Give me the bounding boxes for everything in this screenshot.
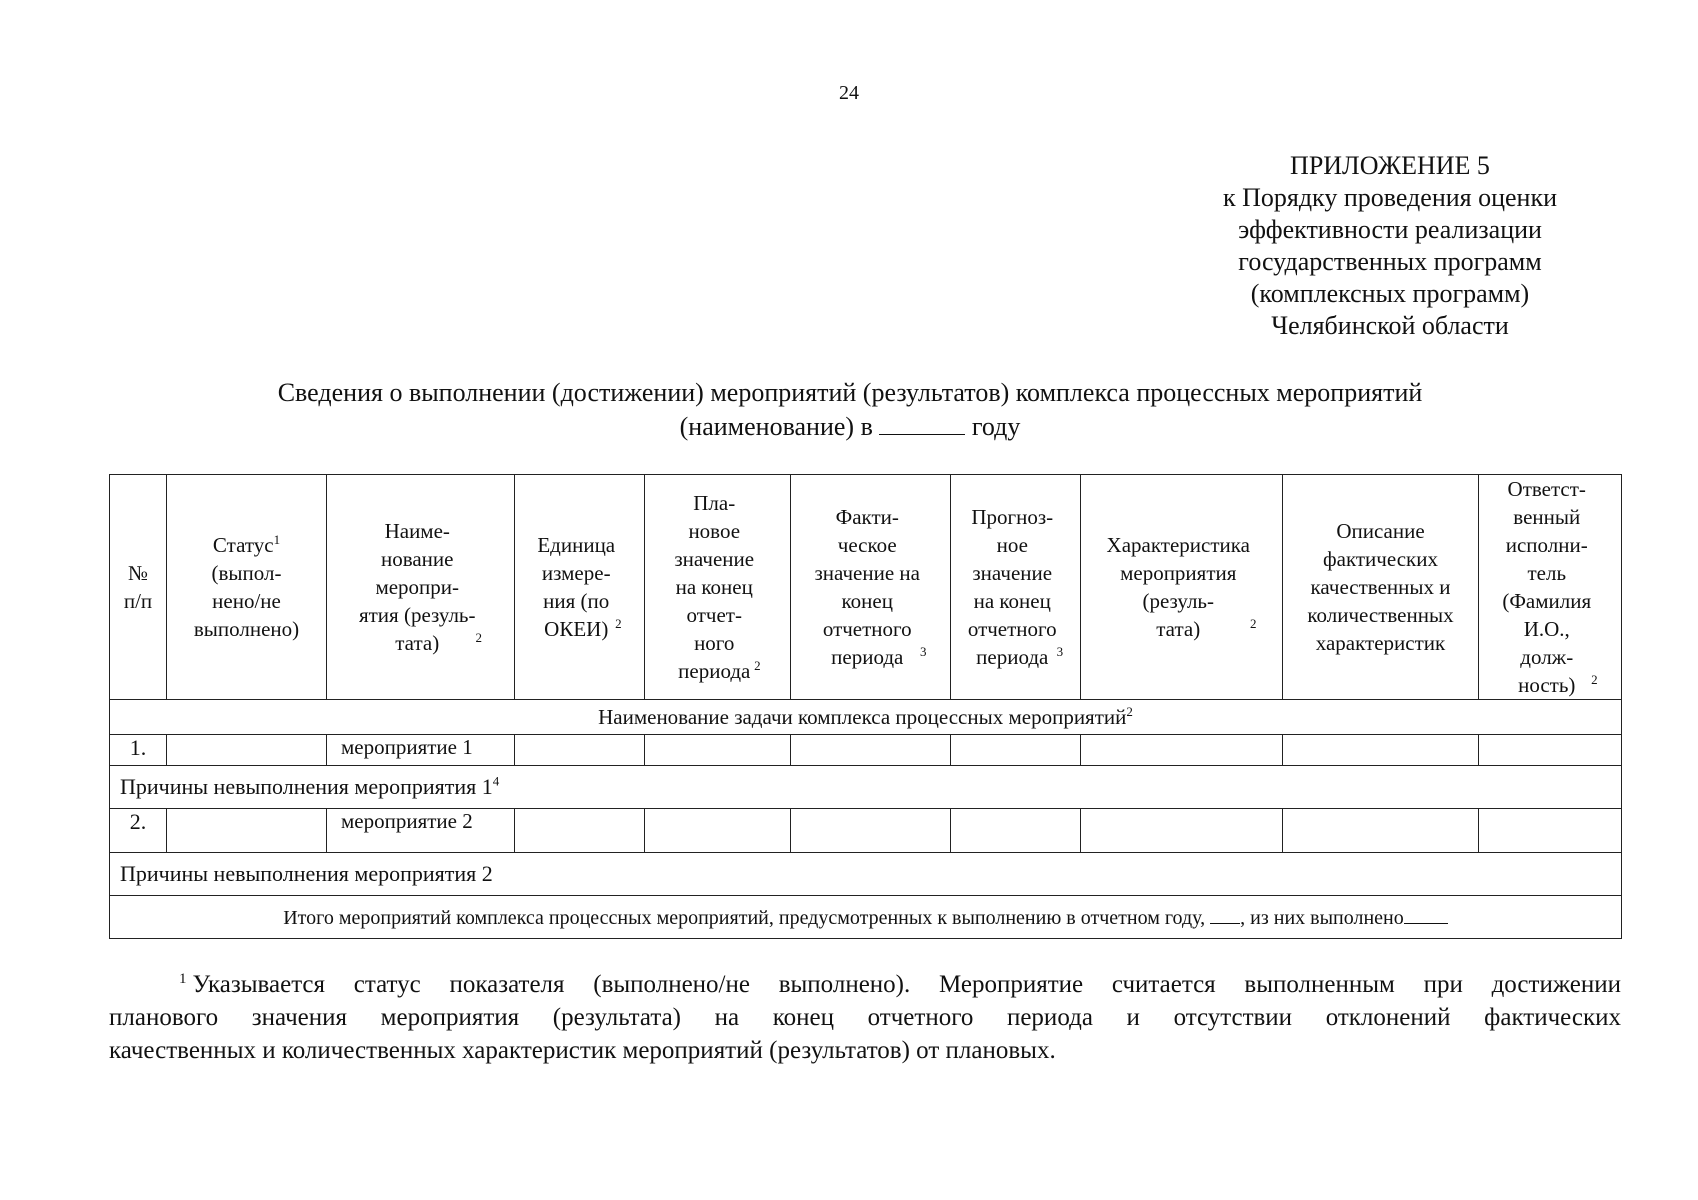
footnote	[109, 968, 1621, 1067]
row-number: 2.	[110, 809, 167, 853]
unit-cell[interactable]	[515, 809, 645, 853]
total-text: Итого мероприятий комплекса процессных мероприятий, предусмотренных к выполнению в отчетном году,	[283, 906, 1206, 929]
appendix-line: (комплексных программ)	[1250, 279, 1530, 308]
unit-cell[interactable]	[515, 735, 645, 766]
forecast-cell[interactable]	[951, 735, 1081, 766]
footnote-line-2: планового значения мероприятия (результата) на конец отчетного периода и отсутствии отклонений фактических	[109, 1004, 1621, 1031]
footnote-line-3: качественных и количественных характеристик мероприятий (результатов) от плановых.	[109, 1037, 1056, 1064]
event-name-cell: мероприятие 1	[327, 735, 515, 766]
report-table	[109, 474, 1622, 939]
footnote-line-1: $^1$ Указывается статус показателя (выполнено/не выполнено). Мероприятие считается выполненным при достижении	[179, 970, 1621, 998]
row-number: 1.	[110, 735, 167, 766]
reason-cell: Причины невыполнения мероприятия $1^4$	[110, 766, 1622, 809]
header-cell-unit: Единица измере- ния (по ОКЕИ) $^2$	[515, 475, 645, 700]
total-cell	[110, 896, 1622, 939]
header-cell-characteristic: Характеристика мероприятия (резуль- тата) $^2$	[1081, 475, 1283, 700]
plan-cell[interactable]	[645, 735, 791, 766]
document-title	[100, 376, 1600, 444]
appendix-line: государственных программ	[1238, 247, 1542, 276]
reason-row	[110, 853, 1622, 896]
planned-count-blank	[1210, 905, 1240, 924]
appendix-line: Челябинской области	[1271, 311, 1509, 340]
characteristic-cell[interactable]	[1081, 809, 1283, 853]
total-middle-text: , из них выполнено	[1240, 906, 1404, 929]
forecast-cell[interactable]	[951, 809, 1081, 853]
header-cell-forecast: Прогноз- ное значение на конец отчетного периода $^3$	[951, 475, 1081, 700]
characteristic-cell[interactable]	[1081, 735, 1283, 766]
header-cell-name: Наиме- нование меропри- ятия (резуль- тата) $^2$	[327, 475, 515, 700]
footnote-mark: 1	[179, 970, 187, 987]
appendix-line: к Порядку проведения оценки	[1222, 183, 1558, 212]
responsible-cell[interactable]	[1479, 735, 1622, 766]
appendix-block	[1150, 150, 1630, 342]
status-cell[interactable]	[167, 809, 327, 853]
fact-cell[interactable]	[791, 809, 951, 853]
total-row	[110, 896, 1622, 939]
header-cell-fact: Факти- ческое значение на конец отчетного периода $^3$	[791, 475, 951, 700]
title-line-2-after: году	[971, 412, 1021, 441]
responsible-cell[interactable]	[1479, 809, 1622, 853]
title-line-2	[100, 410, 1600, 444]
header-row	[110, 475, 1622, 700]
year-blank	[879, 412, 965, 435]
title-line-2-before: (наименование) в	[679, 412, 873, 441]
header-cell-status: Статус$^1$ (выпол- нено/не выполнено)	[167, 475, 327, 700]
table-row	[110, 809, 1622, 853]
reason-row	[110, 766, 1622, 809]
section-row	[110, 700, 1622, 735]
table-row	[110, 735, 1622, 766]
page-number: 24	[839, 82, 859, 104]
header-cell-num: № п/п	[110, 475, 167, 700]
header-cell-plan: Пла- новое значение на конец отчет- ного периода $^2$	[645, 475, 791, 700]
appendix-line: ПРИЛОЖЕНИЕ 5	[1290, 151, 1490, 180]
status-cell[interactable]	[167, 735, 327, 766]
appendix-line: эффективности реализации	[1238, 215, 1542, 244]
description-cell[interactable]	[1283, 809, 1479, 853]
header-cell-responsible: Ответст- венный исполни- тель (Фамилия И.О., долж- ность) $^2$	[1479, 475, 1622, 700]
title-line-1: Сведения о выполнении (достижении) мероприятий (результатов) комплекса процессных мероприятий	[277, 378, 1423, 407]
header-cell-description: Описание фактических качественных и количественных характеристик	[1283, 475, 1479, 700]
event-name-cell: мероприятие 2	[327, 809, 515, 853]
section-title-cell: Наименование задачи комплекса процессных мероприятий$^2$	[110, 700, 1622, 735]
reason-cell: Причины невыполнения мероприятия 2	[110, 853, 1622, 896]
plan-cell[interactable]	[645, 809, 791, 853]
fact-cell[interactable]	[791, 735, 951, 766]
description-cell[interactable]	[1283, 735, 1479, 766]
done-count-blank	[1404, 905, 1448, 924]
